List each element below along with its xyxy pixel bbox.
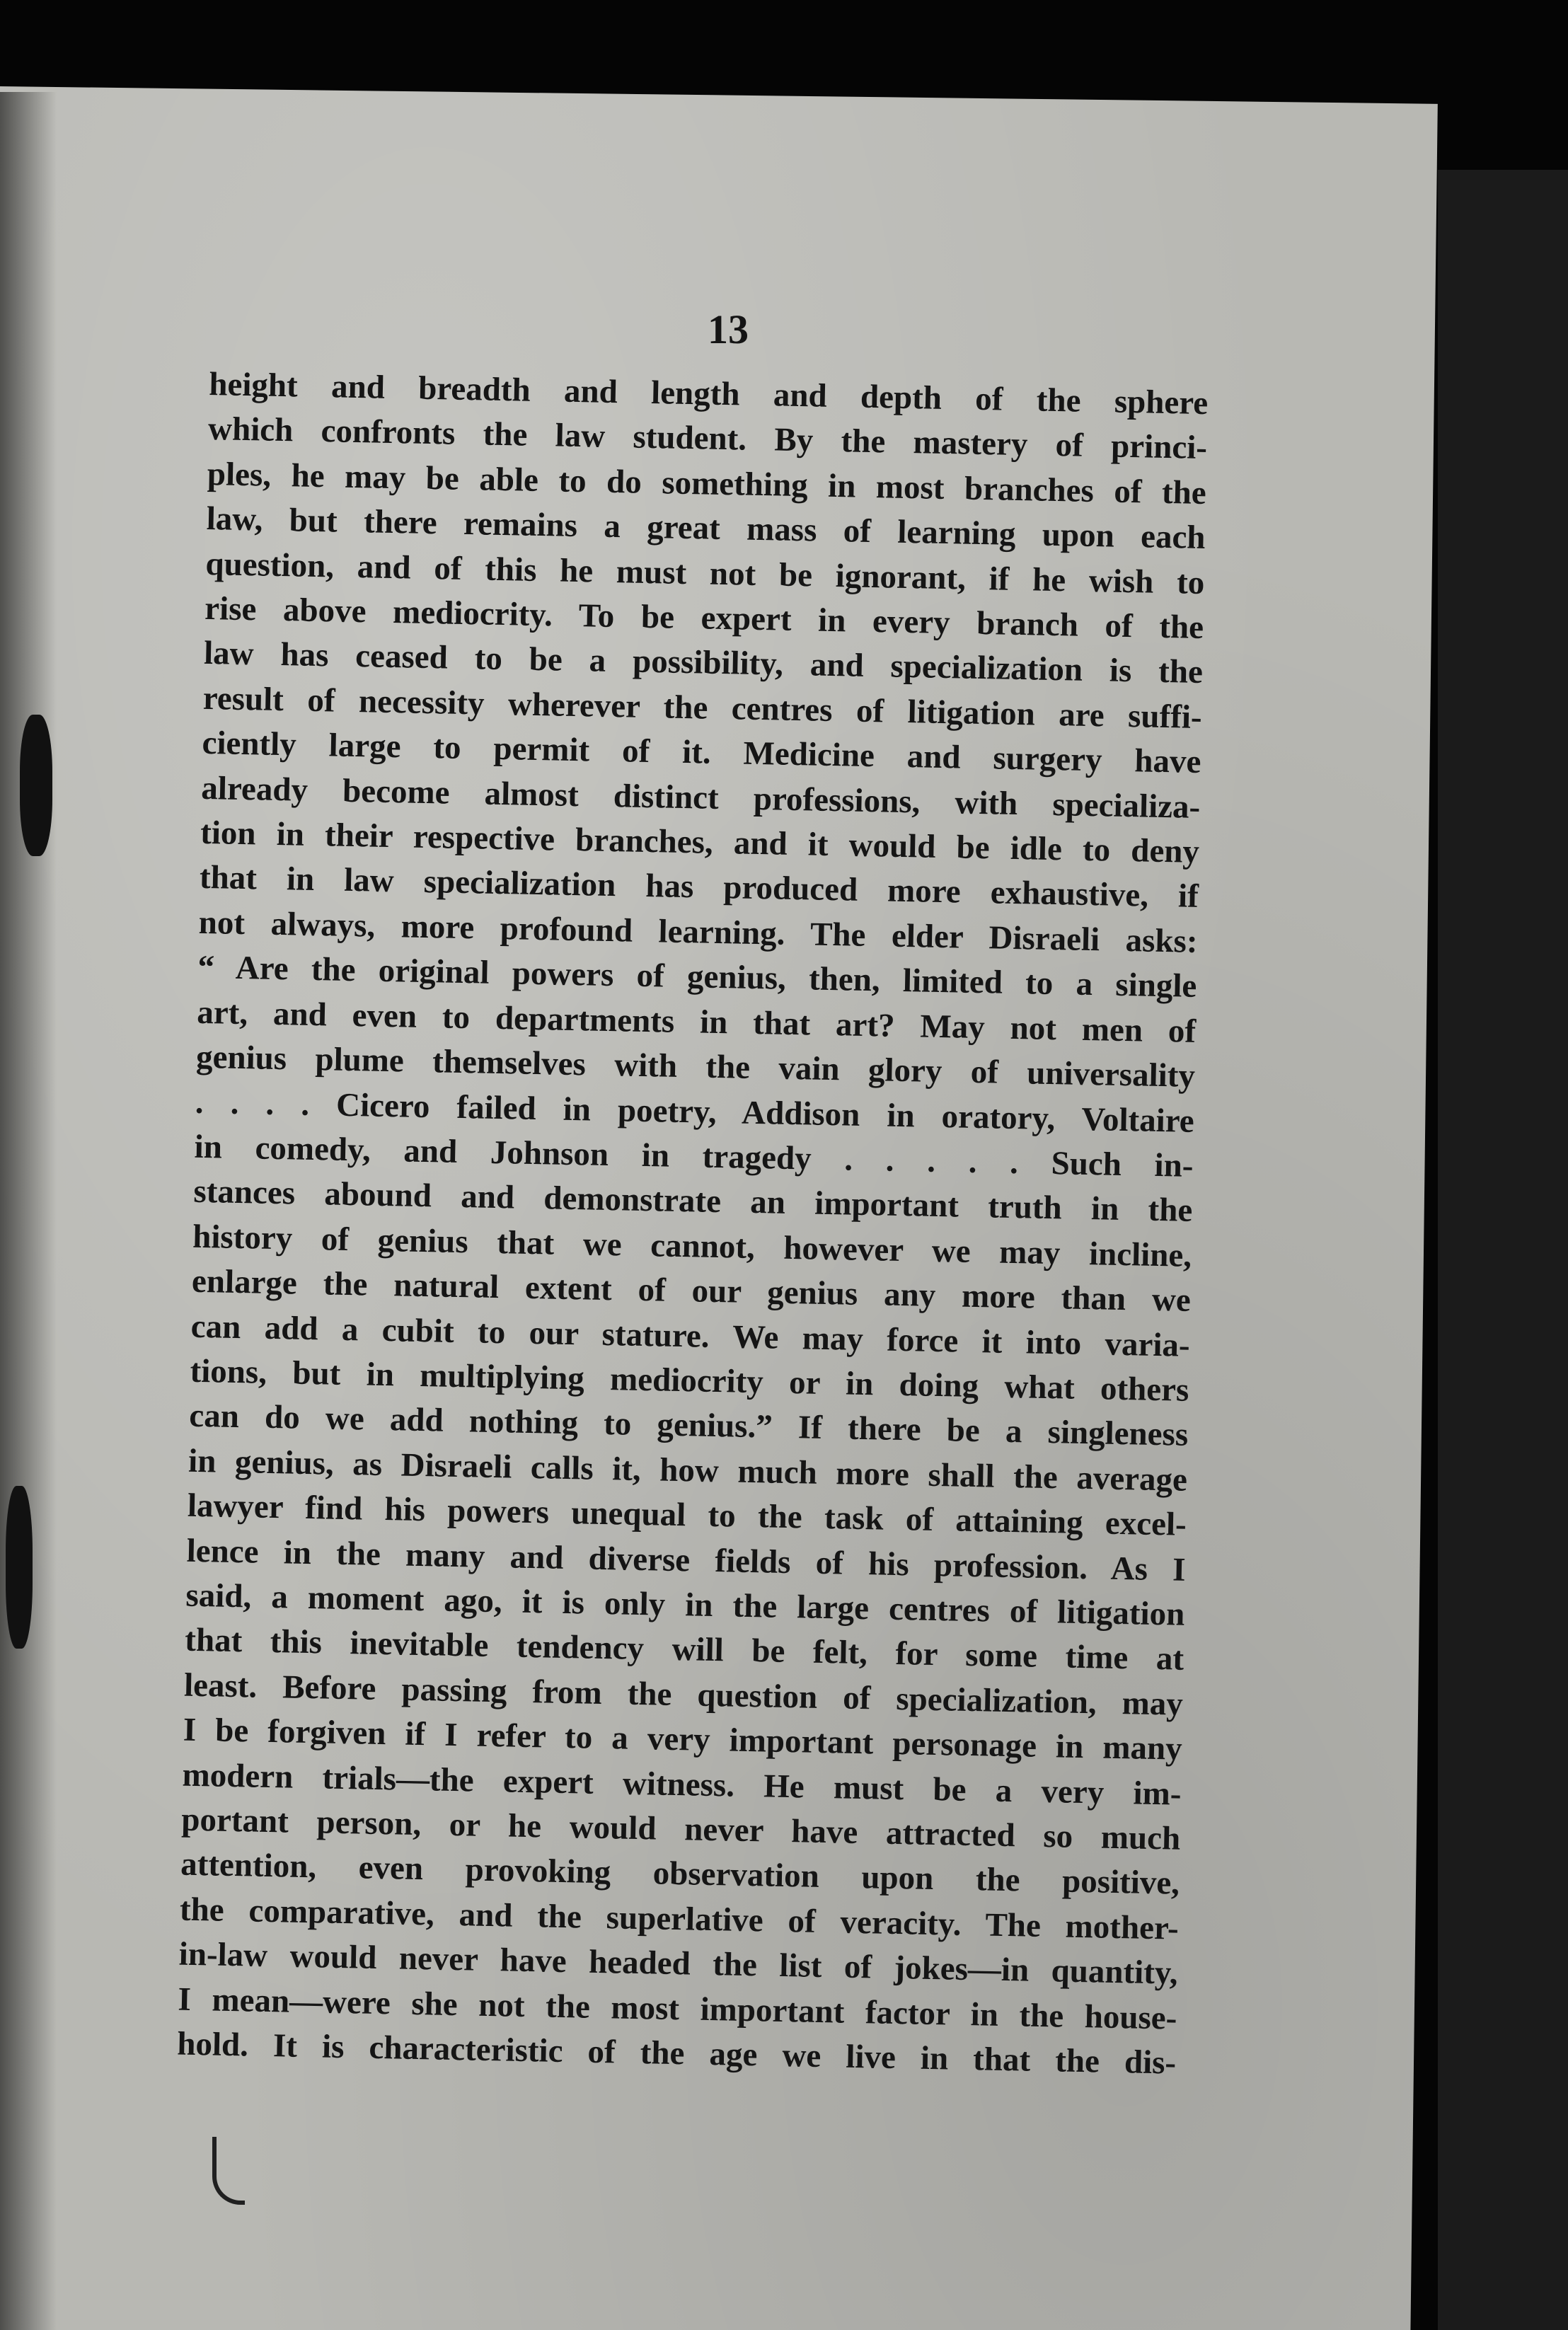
- text-line: . . . . Cicero failed in poetry, Addison in oratory, Voltaire: [195, 1083, 1195, 1140]
- text-line: stances abound and demonstrate an important truth in the: [192, 1173, 1193, 1230]
- text-line: not always, more profound learning. The elder Disraeli asks:: [198, 904, 1199, 960]
- text-line: tion in their respective branches, and it would be idle to deny: [200, 814, 1200, 871]
- text-line: attention, even provoking observation upon the positive,: [180, 1846, 1180, 1903]
- text-line: I mean—were she not the most important factor in the house-: [178, 1980, 1177, 2037]
- text-line: ples, he may be able to do something in most branches of the: [207, 455, 1207, 512]
- text-line: hold. It is characteristic of the age we live in that the dis-: [176, 2025, 1177, 2082]
- text-line: that this inevitable tendency will be felt, for some time at: [184, 1622, 1184, 1678]
- text-line: lawyer find his powers unequal to the task of attaining excel-: [187, 1487, 1187, 1543]
- text-line: law, but there remains a great mass of learning upon each: [206, 500, 1206, 557]
- text-line: question, and of this he must not be ignorant, if he wish to: [205, 545, 1205, 601]
- text-line: rise above mediocrity. To be expert in every branch of the: [204, 589, 1204, 647]
- text-line: already become almost distinct professions, with specializa-: [200, 769, 1201, 826]
- text-line: enlarge the natural extent of our genius any more than we: [191, 1262, 1192, 1319]
- text-line: genius plume themselves with the vain glory of universality: [195, 1038, 1196, 1095]
- binding-thread-mark: [6, 1486, 33, 1649]
- text-line: height and breadth and length and depth of the sphere: [208, 365, 1209, 422]
- text-line: law has ceased to be a possibility, and specialization is the: [203, 635, 1204, 691]
- page-gutter-shadow: [0, 92, 57, 2330]
- text-line: ciently large to permit of it. Medicine and surgery have: [202, 725, 1201, 781]
- text-line: said, a moment ago, it is only in the large centres of litigation: [185, 1576, 1185, 1633]
- text-line: history of genius that we cannot, however we may incline,: [192, 1218, 1192, 1274]
- text-line: “ Are the original powers of genius, then, limited to a single: [197, 949, 1197, 1005]
- text-line: in genius, as Disraeli calls it, how much more shall the average: [188, 1442, 1188, 1499]
- text-line: can add a cubit to our stature. We may force it into varia-: [190, 1308, 1191, 1364]
- text-line: art, and even to departments in that art? May not men of: [196, 993, 1197, 1050]
- text-line: result of necessity wherever the centres of litigation are suffi-: [202, 679, 1203, 736]
- text-line: least. Before passing from the question of specialization, may: [183, 1666, 1184, 1723]
- text-line: tions, but in multiplying mediocrity or in doing what others: [190, 1352, 1189, 1409]
- text-line: which confronts the law student. By the mastery of princi-: [207, 410, 1208, 467]
- text-line: in-law would never have headed the list of jokes—in quantity,: [178, 1935, 1179, 1992]
- text-line: I be forgiven if I refer to a very important personage in many: [183, 1711, 1183, 1767]
- text-line: portant person, or he would never have attracted so much: [180, 1801, 1181, 1857]
- text-line: in comedy, and Johnson in tragedy . . . . . Such in-: [194, 1128, 1194, 1184]
- text-line: lence in the many and diverse fields of his profession. As I: [186, 1532, 1186, 1588]
- body-text: [177, 362, 1209, 2086]
- text-line: modern trials—the expert witness. He must be a very im-: [182, 1756, 1182, 1813]
- binding-thread-mark: [20, 715, 52, 856]
- text-line: that in law specialization has produced more exhaustive, if: [199, 859, 1199, 916]
- background-shadow: [1438, 170, 1568, 2330]
- text-line: can do we add nothing to genius.” If there be a singleness: [188, 1397, 1189, 1454]
- page-number: 13: [708, 306, 749, 352]
- text-line: the comparative, and the superlative of veracity. The mother-: [179, 1891, 1180, 1947]
